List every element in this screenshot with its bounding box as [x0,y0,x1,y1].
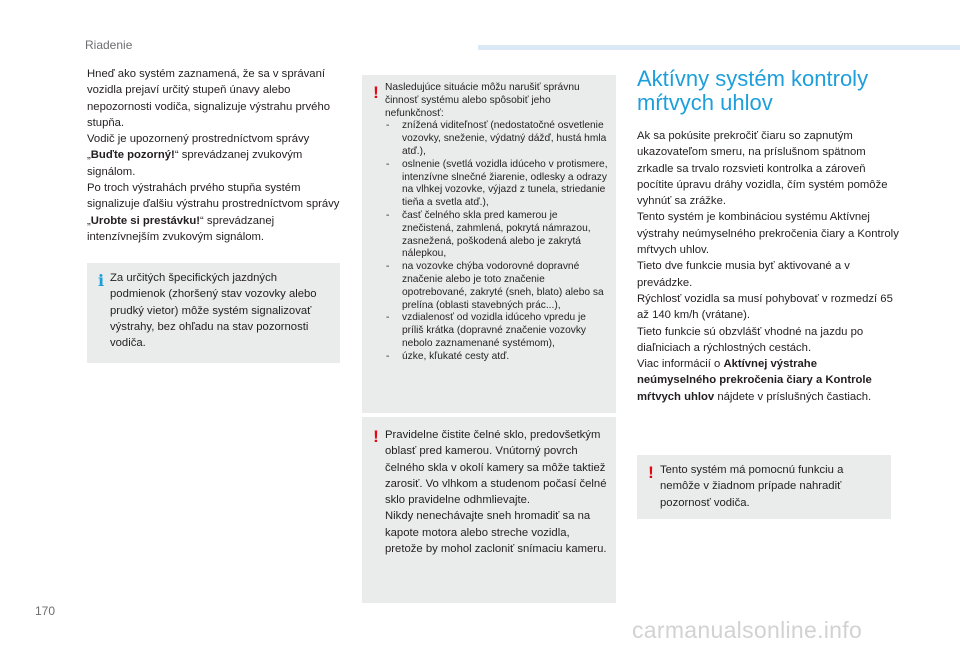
paragraph: Ak sa pokúsite prekročiť čiaru so zapnutým ukazovateľom smeru, na príslušnom spätnom zrkadle sa trvalo rozsvieti kontrolka a zároveň pocítite úpravu dráhy vozidla, čím systém pomôže vyhnúť sa zrážke. [637,130,888,208]
list-item: - vzdialenosť od vozidla idúceho vpredu je príliš krátka (dopravné značenie vozovky nebolo zaznamenané systémom), [385,312,610,350]
info-text: Za určitých špecifických jazdných podmienok (zhoršený stav vozovky alebo prudký vietor) môže systém signalizovať výstrahy, bez ohľadu na stav pozornosti vodiča. [110,272,317,350]
watermark: carmanualsonline.info [632,617,863,643]
paragraph: Vodič je upozornený prostredníctvom správy „Buďte pozorný!“ sprevádzanej zvukovým signálom. [87,133,310,178]
paragraph: Tieto funkcie sú obzvlášť vhodné na jazdu po diaľniciach a rýchlostných cestách. [637,325,864,354]
warning-icon: ! [373,83,379,102]
limitations-list [385,120,610,363]
paragraph: Hneď ako systém zaznamená, že sa v správaní vozidla prejaví určitý stupeň únavy alebo nepozornosti vodiča, signalizuje výstrahu prvého stupňa. [87,68,331,129]
info-box [87,263,340,363]
header-bar [478,45,960,50]
paragraph: Rýchlosť vozidla sa musí pohybovať v rozmedzí 65 až 140 km/h (vrátane). [637,292,893,322]
info-icon: i [97,271,105,290]
paragraph: Po troch výstrahách prvého stupňa systém signalizuje ďalšiu výstrahu prostredníctvom správy „Urobte si prestávku!“ sprevádzanej intenzívnejším zvukovým signálom. [87,182,340,243]
column-left [87,66,345,245]
warning-box-cleaning [362,417,616,603]
page-number: 170 [35,604,56,618]
paragraph: Viac informácií o Aktívnej výstrahe neúmyselného prekročenia čiary a Kontrole mŕtvych uhlov nájdete v príslušných častiach. [637,358,872,403]
list-item: - časť čelného skla pred kamerou je znečistená, zahmlená, pokrytá námrazou, zasnežená, poškodená alebo je zakrytá nálepkou, [385,210,610,261]
warning-text: Nasledujúce situácie môžu narušiť správnu činnosť systému alebo spôsobiť jeho nefunkčnosť: - znížená viditeľnosť (nedostatočné osvetlenie vozovky, sneženie, výdatný dážď, hustá hmla atď.), - oslnenie (svetlá vozidla idúceho v protismere, intenzívne slnečné žiarenie, odlesky a odrazy na vlhkej vozovke, výjazd z tunela, striedanie tieňa a svetla atď.), - časť čelného skla pred kamerou je znečistená, zahmlená, pokrytá námrazou, zasnežená, poškodená alebo je zakrytá nálepkou, - na vozovke chýba vodorovné dopravné značenie alebo je toto značenie opotrebované, zakryté (sneh, blato) alebo sa prelína (oblasti stavebných prác...), - vzdialenosť od vozidla idúceho vpredu je príliš krátka (dopravné značenie vozovky nebolo zaznamenané systémom), - úzke, kľukaté cesty atď. [385,82,610,364]
list-item: - oslnenie (svetlá vozidla idúceho v protismere, intenzívne slnečné žiarenie, odlesky a odrazy na vlhkej vozovke, výjazd z tunela, striedanie tieňa a svetla atď.), [385,159,610,210]
warning-box-assist [637,455,891,519]
warning-box-limitations [362,75,616,413]
paragraph: Tieto dve funkcie musia byť aktivované a v prevádzke. [637,260,850,289]
warning-icon: ! [648,463,654,482]
list-item: - znížená viditeľnosť (nedostatočné osvetlenie vozovky, sneženie, výdatný dážď, hustá hmla atď.), [385,120,610,158]
list-item: - úzke, kľukaté cesty atď. [385,351,610,364]
warning-text: Tento systém má pomocnú funkciu a nemôže v žiadnom prípade nahradiť pozornosť vodiča. [660,464,844,509]
section-header: Riadenie [85,38,133,52]
warning-text: Pravidelne čistite čelné sklo, predovšetkým oblasť pred kamerou. Vnútorný povrch čelného skla v okolí kamery sa môže taktiež zarosiť. Vo vlhkom a studenom počasí čelné sklo pravidelne odhmlievajte. Nikdy nenechávajte sneh hromadiť sa na kapote motora alebo streche vozidla, pretože by mohol zacloniť snímaciu kameru. [385,429,607,556]
column-right [637,128,899,405]
warning-icon: ! [373,427,379,446]
paragraph: Tento systém je kombináciou systému Aktívnej výstrahy neúmyselného prekročenia čiary a Kontroly mŕtvych uhlov. [637,211,899,257]
section-title: Aktívny systém kontroly mŕtvych uhlov [637,66,869,115]
list-item: - na vozovke chýba vodorovné dopravné značenie alebo je toto značenie opotrebované, zakryté (sneh, blato) alebo sa prelína (oblasti stavebných prác...), [385,261,610,312]
